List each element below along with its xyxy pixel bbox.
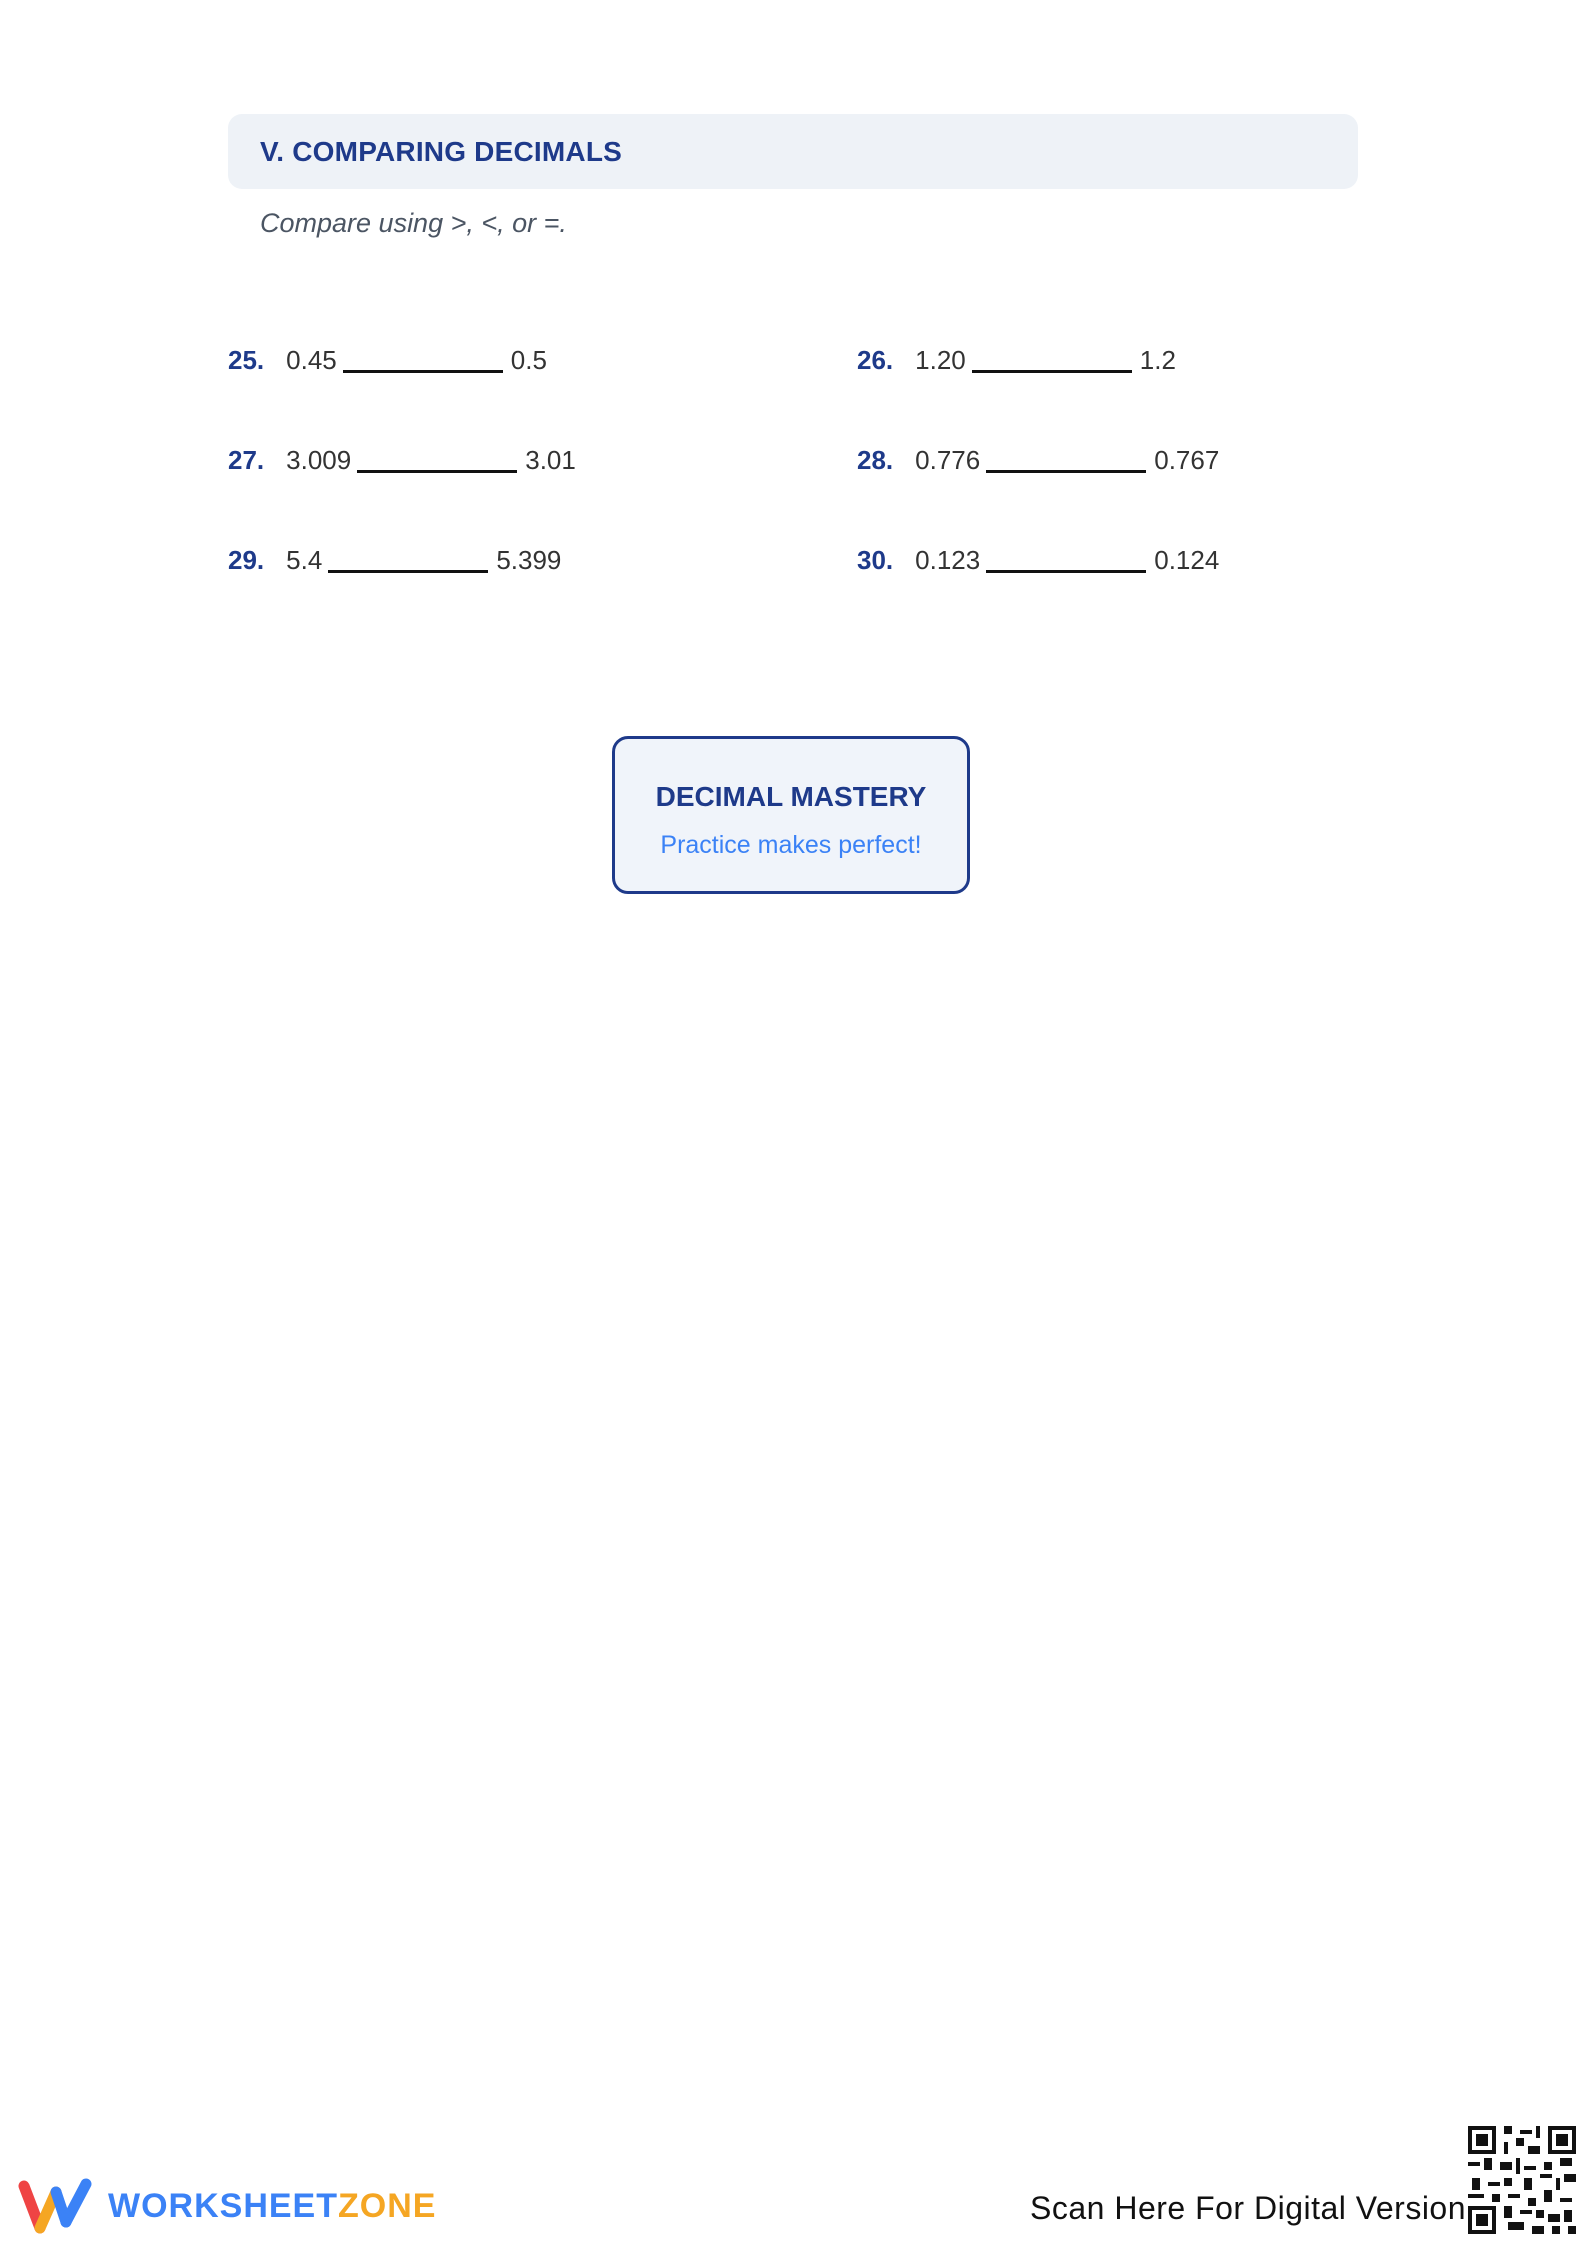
right-value: 0.5 [510, 345, 547, 375]
left-value: 0.45 [286, 345, 337, 375]
problem-number: 28. [857, 445, 894, 475]
problem-number: 27. [228, 445, 265, 475]
answer-blank[interactable] [972, 370, 1132, 373]
answer-blank[interactable] [328, 570, 488, 573]
problem-number: 29. [228, 545, 265, 575]
instruction-text: Compare using >, <, or =. [260, 208, 567, 238]
problem-29 [228, 526, 561, 576]
badge-title: DECIMAL MASTERY [655, 781, 927, 812]
worksheetzone-logo[interactable] [18, 2178, 436, 2234]
problem-28 [857, 426, 1219, 476]
scan-text: Scan Here For Digital Version [1030, 2190, 1467, 2226]
right-value: 1.2 [1139, 345, 1176, 375]
problem-25 [228, 326, 547, 376]
problem-number: 25. [228, 345, 265, 375]
decimal-mastery-badge [612, 736, 970, 894]
section-title: V. COMPARING DECIMALS [260, 136, 623, 167]
logo-w-icon [18, 2178, 94, 2234]
right-value: 0.124 [1154, 545, 1220, 575]
left-value: 3.009 [286, 445, 352, 475]
badge-subtitle: Practice makes perfect! [660, 831, 922, 859]
brand-name: WORKSHEETZONE [108, 2186, 437, 2225]
answer-blank[interactable] [357, 470, 517, 473]
right-value: 0.767 [1154, 445, 1220, 475]
left-value: 1.20 [915, 345, 966, 375]
right-value: 5.399 [496, 545, 562, 575]
problem-26 [857, 326, 1176, 376]
problem-30 [857, 526, 1219, 576]
problem-27 [228, 426, 576, 476]
section-header [228, 114, 1358, 189]
answer-blank[interactable] [343, 370, 503, 373]
problem-number: 26. [857, 345, 894, 375]
answer-blank[interactable] [986, 470, 1146, 473]
left-value: 0.123 [915, 545, 981, 575]
answer-blank[interactable] [986, 570, 1146, 573]
right-value: 3.01 [525, 445, 576, 475]
left-value: 0.776 [915, 445, 981, 475]
qr-code-icon[interactable] [1468, 2126, 1576, 2234]
left-value: 5.4 [286, 545, 323, 575]
problem-number: 30. [857, 545, 894, 575]
